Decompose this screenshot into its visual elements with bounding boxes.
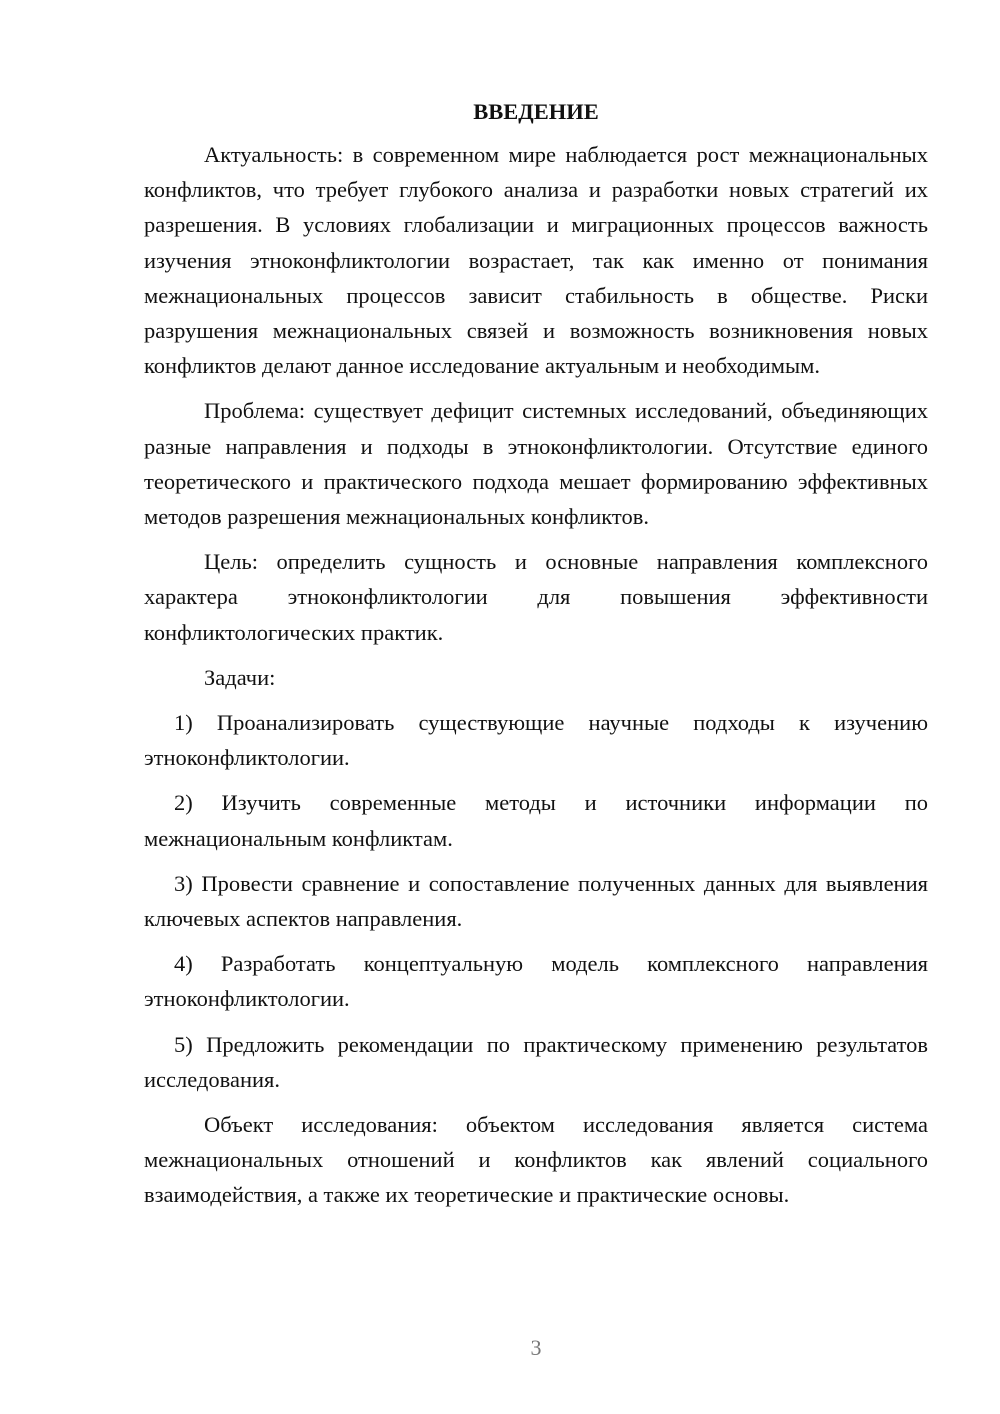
task-item: 4) Разработать концептуальную модель комплексного направления этноконфликтологии. xyxy=(144,951,928,1012)
task-item: 2) Изучить современные методы и источники информации по межнациональным конфликтам. xyxy=(144,790,928,851)
goal-paragraph: Цель: определить сущность и основные направления комплексного характера этноконфликтологии для повышения эффективности конфликтологических практик. xyxy=(144,549,928,645)
page-title: ВВЕДЕНИЕ xyxy=(473,99,599,124)
page-number: 3 xyxy=(530,1335,542,1360)
problem-paragraph: Проблема: существует дефицит системных исследований, объединяющих разные направления и подходы в этноконфликтологии. Отсутствие единого теоретического и практического подхода мешает формированию эффективных методов разрешения межнациональных конфликтов. xyxy=(144,398,928,530)
document-page xyxy=(144,94,928,1223)
tasks-label: Задачи: xyxy=(204,664,276,690)
task-item: 5) Предложить рекомендации по практическому применению результатов исследования. xyxy=(144,1031,928,1092)
task-item: 3) Провести сравнение и сопоставление полученных данных для выявления ключевых аспектов направления. xyxy=(144,870,928,932)
relevance-paragraph: Актуальность: в современном мире наблюдается рост межнациональных конфликтов, что требует глубокого анализа и разработки новых стратегий их разрешения. В условиях глобализации и миграционных процессов важность изучения этноконфликтологии возрастает, так как именно от понимания межнациональных процессов зависит стабильность в обществе. Риски разрушения межнациональных связей и возможность возникновения новых конфликтов делают данное исследование актуальным и необходимым. xyxy=(144,142,928,379)
object-paragraph: Объект исследования: объектом исследования является система межнациональных отношений и конфликтов как явлений социального взаимодействия, а также их теоретические и практические основы. xyxy=(144,1112,928,1208)
task-item: 1) Проанализировать существующие научные подходы к изучению этноконфликтологии. xyxy=(144,710,928,771)
